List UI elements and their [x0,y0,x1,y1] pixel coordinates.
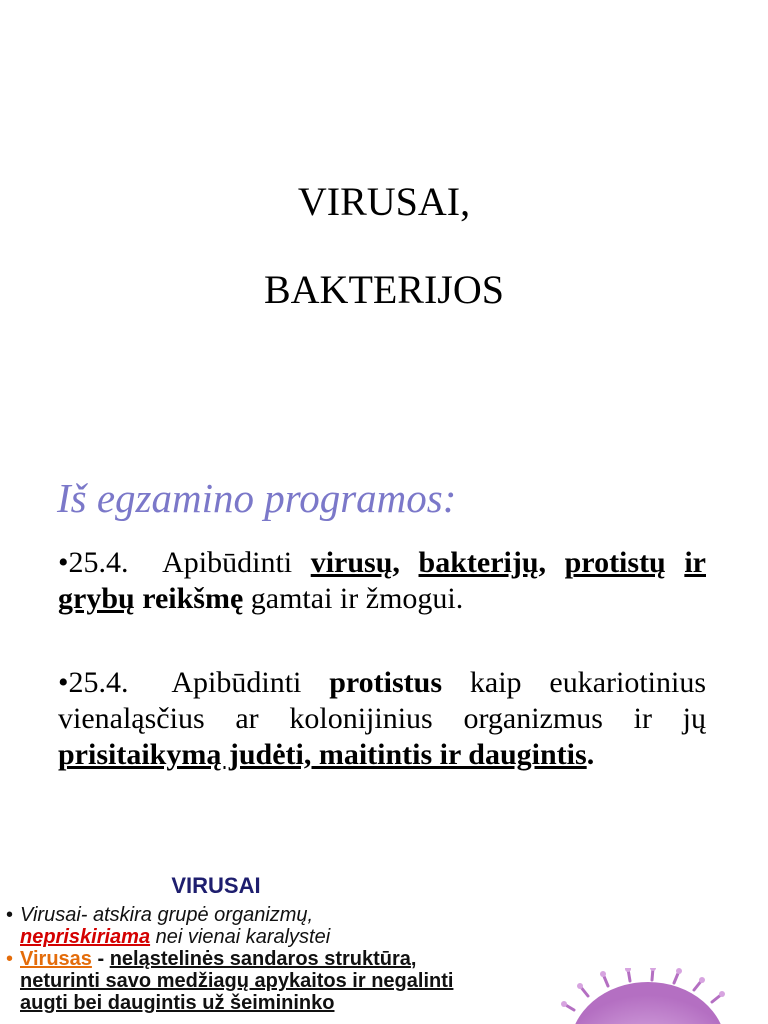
objective-text: Apibūdinti [171,666,302,699]
objective-item [58,665,706,773]
objective-item [58,545,706,617]
title-line-virusai: VIRUSAI, [297,179,471,224]
list-item [6,904,506,948]
item-text: neląstelinės sandaros struktūra [109,948,411,970]
item-text: neturinti savo medžiagų apykaitos ir negalinti augti bei daugintis už šeimininko [20,970,454,1014]
keyword: protistų [564,546,666,579]
objective-text: kaip [469,666,522,699]
keyword: reikšmę [142,582,244,615]
item-text: - [91,948,110,970]
objective-number: •25.4. [58,546,129,579]
keyword: prisitaikymą judėti, maitintis ir daugintis [58,738,587,771]
virus-illustration [548,968,748,1024]
item-text: , [410,948,417,970]
title-line-bakterijos: BAKTERIJOS [263,267,505,312]
list-item [6,948,506,1014]
item-text: nei vienai karalystei [150,926,331,948]
item-text: Virusai- atskira grupė organizmų, [20,904,314,926]
keyword: protistus [329,666,443,699]
punctuation: . [586,738,595,771]
objective-text: Apibūdinti [162,546,293,579]
objective-number: •25.4. [58,666,129,699]
objective-text: eukariotinius vienaląsčius ar kolonijinius organizmus ir jų [58,666,707,735]
highlight-text: Virusas [20,948,92,970]
keyword: ir grybų [58,546,706,615]
keyword: bakterijų, [418,546,547,579]
objective-text: žmogui. [365,582,464,615]
keyword: virusų, [310,546,400,579]
virusai-heading: VIRUSAI [171,873,261,898]
highlight-text: nepriskiriama [20,926,151,948]
bullet: • [6,948,14,970]
virusai-list [6,904,506,1014]
program-heading: Iš egzamino programos: [57,475,457,521]
bullet: • [6,904,14,926]
objective-text: gamtai ir [250,582,359,615]
